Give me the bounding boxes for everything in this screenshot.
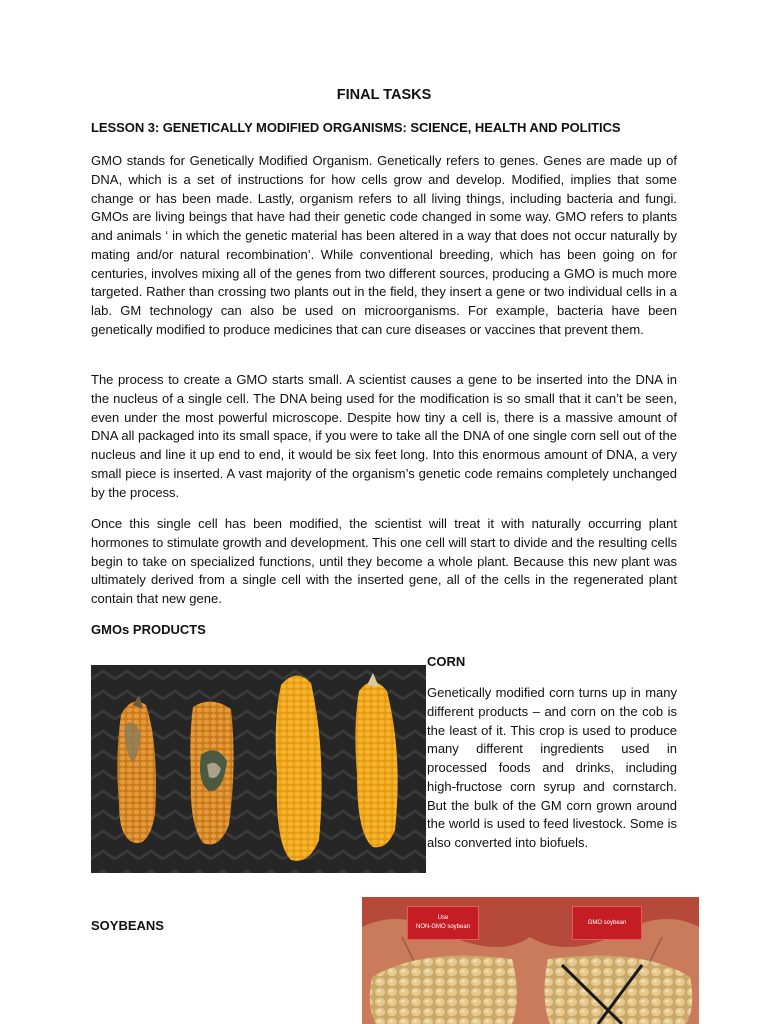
- paragraph-gmo-process: The process to create a GMO starts small. A scientist causes a gene to be inserted into the DNA in the nucleus of a single cell. The DNA being used for the modification is so small that it can’t be seen, even under the most powerful microscope. Despite how tiny a cell is, there is a massive amount of DNA all packaged into its small space, if you were to take all the DNA of one single corn sell out of the nucleus and line it up end to end, it would be six feet long. Into this enormous amount of DNA, a very small piece is inserted. A vast majority of the organism’s genetic code remains completely unchanged by the process.: [91, 372, 677, 500]
- corn-image: [91, 665, 426, 873]
- gmo-soybean-label: [572, 906, 642, 940]
- corn-description: Genetically modified corn turns up in many different products – and corn on the cob is the least of it. This crop is used to produce many different ingredients used in processed foods and drinks, including high-fructose corn syrup and cornstarch. But the bulk of the GM corn grown around the world is used to feed livestock. Some is also converted into biofuels.: [427, 685, 677, 850]
- non-gmo-label-line2: NON-GMO soybean: [415, 924, 470, 930]
- gmos-products-heading: GMOs PRODUCTS: [91, 622, 206, 637]
- corn-photo: [91, 665, 426, 873]
- paragraph-gmo-definition: GMO stands for Genetically Modified Organism. Genetically refers to genes. Genes are made up of DNA, which is a set of instructions for how cells grow and develop. Modified, implies that some change or has been made. Lastly, organism refers to all living things, including bacteria and fungi. GMOs are living beings that have had their genetic code changed in some way. GMO refers to plants and animals ‘ in which the genetic material has been altered in a way that does not occur naturally by mating and/or natural recombination’. While conventional breeding, which has been going on for centuries, involves mixing all of the genes from two different sources, producing a GMO is much more targeted. Rather than crossing two plants out in the field, they insert a gene or two individual cells in a lab. GM technology can also be used on microorganisms. For example, bacteria have been genetically modified to produce medicines that can cure diseases or vaccines that prevent them.: [91, 153, 677, 337]
- paragraph-cell-growth: Once this single cell has been modified, the scientist will treat it with naturally occurring plant hormones to stimulate growth and development. This one cell will start to divide and the resulting cells begin to take on specialized functions, until they become a whole plant. Because this new plant was ultimately derived from a single cell with the inserted gene, all of the cells in the regenerated plant contain that new gene.: [91, 516, 677, 606]
- soybeans-heading: SOYBEANS: [91, 918, 164, 933]
- corn-heading: CORN: [427, 654, 466, 669]
- page-title: FINAL TASKS: [336, 87, 432, 103]
- lesson-title: LESSON 3: GENETICALLY MODIFIED ORGANISMS: SCIENCE, HEALTH AND POLITICS: [91, 120, 621, 135]
- non-gmo-label-line1: Use: [437, 915, 449, 921]
- soybean-photo: [362, 897, 699, 1024]
- non-gmo-soybean-label: [407, 906, 479, 940]
- gmo-label-text: GMO soybean: [587, 919, 627, 926]
